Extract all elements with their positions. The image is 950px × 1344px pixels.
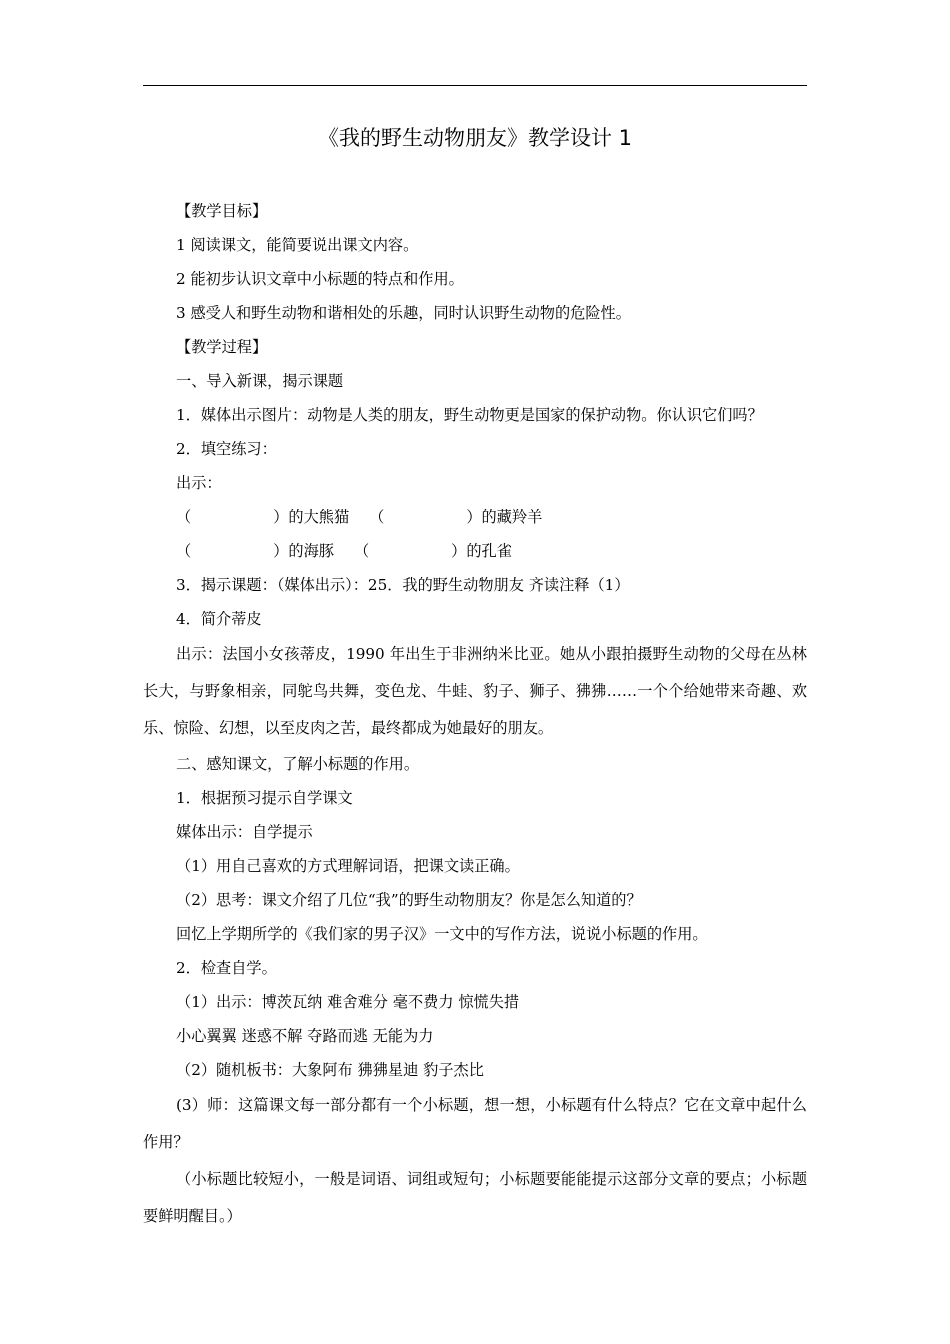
check-item-1: （1）出示：博茨瓦纳 难舍难分 毫不费力 惊慌失措 bbox=[176, 993, 520, 1011]
list-item-fill-blank: 2．填空练习： bbox=[176, 440, 277, 458]
check-item-2: （2）随机板书：大象阿布 狒狒星迪 豹子杰比 bbox=[176, 1061, 484, 1079]
tippi-intro-paragraph: 出示：法国小女孩蒂皮，1990 年出生于非洲纳米比亚。她从小跟拍摄野生动物的父母在丛林长大，与野象相亲，同鸵鸟共舞，变色龙、牛蛙、豹子、狮子、狒狒……一个个给她带来奇趣、欢乐、惊险、幻想，以至皮肉之苦，最终都成为她最好的朋友。 bbox=[143, 645, 807, 737]
answer-paragraph: （小标题比较短小，一般是词语、词组或短句；小标题要能能提示这部分文章的要点；小标题要鲜明醒目。） bbox=[143, 1170, 807, 1225]
fill-blank-row-2 bbox=[143, 534, 807, 568]
recall-paragraph: 回忆上学期所学的《我们家的男子汉》一文中的写作方法，说说小标题的作用。 bbox=[176, 925, 708, 943]
section-heading-2: 二、感知课文，了解小标题的作用。 bbox=[176, 755, 419, 773]
goal-item-2: 2 能初步认识文章中小标题的特点和作用。 bbox=[176, 270, 464, 288]
blank-open: （ bbox=[353, 542, 370, 560]
self-study-prompt: 媒体出示：自学提示 bbox=[176, 823, 313, 841]
goals-heading: 【教学目标】 bbox=[176, 202, 268, 220]
goal-item-3: 3 感受人和野生动物和谐相处的乐趣，同时认识野生动物的危险性。 bbox=[176, 304, 631, 322]
list-item-media-intro: 1．媒体出示图片：动物是人类的朋友，野生动物更是国家的保护动物。你认识它们吗？ bbox=[176, 406, 763, 424]
blank-close-label: ）的海豚 bbox=[273, 542, 334, 560]
check-item-3: (3）师：这篇课文每一部分都有一个小标题，想一想，小标题有什么特点？它在文章中起什么作用？ bbox=[143, 1096, 807, 1151]
goal-item-1: 1 阅读课文，能简要说出课文内容。 bbox=[176, 236, 419, 254]
section-heading-1: 一、导入新课，揭示课题 bbox=[176, 372, 344, 390]
check-item-1-continued: 小心翼翼 迷惑不解 夺路而逃 无能为力 bbox=[176, 1027, 434, 1045]
blank-open: （ bbox=[176, 508, 192, 526]
process-heading: 【教学过程】 bbox=[176, 338, 268, 356]
list-item-tippi: 4．简介蒂皮 bbox=[176, 610, 262, 628]
show-label: 出示： bbox=[176, 474, 222, 492]
list-item-self-study: 1．根据预习提示自学课文 bbox=[176, 789, 353, 807]
fill-blank-row-1 bbox=[143, 500, 807, 534]
blank-close-label: ）的藏羚羊 bbox=[466, 508, 543, 526]
blank-open: （ bbox=[176, 542, 192, 560]
blank-open: （ bbox=[369, 508, 385, 526]
blank-close-label: ）的大熊猫 bbox=[273, 508, 350, 526]
list-item-check: 2．检查自学。 bbox=[176, 959, 277, 977]
list-item-reveal-title: 3．揭示课题：（媒体出示）：25．我的野生动物朋友 齐读注释（1） bbox=[176, 576, 630, 594]
blank-close-label: ）的孔雀 bbox=[451, 542, 512, 560]
prompt-item-1: （1）用自己喜欢的方式理解词语，把课文读正确。 bbox=[176, 857, 520, 875]
header-rule bbox=[143, 85, 807, 86]
document-body bbox=[143, 194, 807, 1235]
prompt-item-2: （2）思考：课文介绍了几位“我”的野生动物朋友？你是怎么知道的？ bbox=[176, 891, 642, 909]
page-title: 《我的野生动物朋友》教学设计 1 bbox=[317, 126, 633, 150]
